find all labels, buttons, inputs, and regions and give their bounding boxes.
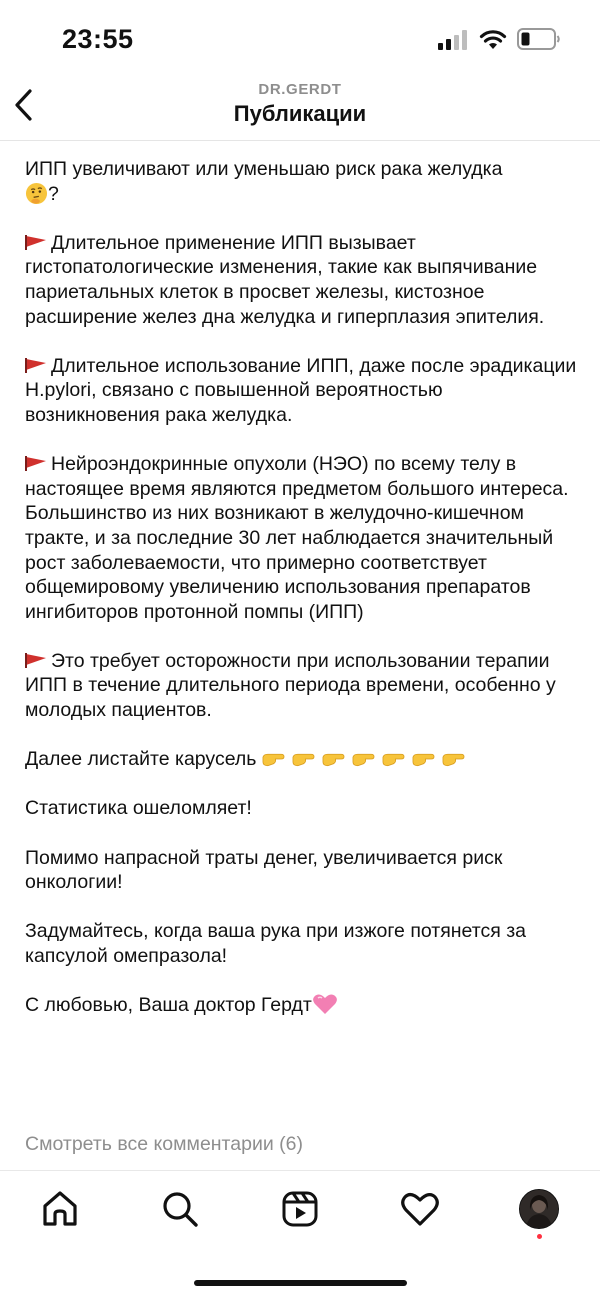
caption-text: ИПП увеличивают или уменьшаю риск рака желудка	[25, 158, 503, 180]
triangular-flag-icon	[25, 652, 47, 668]
triangular-flag-icon	[25, 455, 47, 471]
pointing-right-icon	[292, 750, 315, 768]
caption-text: Нейроэндокринные опухоли (НЭО) по всему телу в настоящее время являются предметом большого интереса. Большинство из них возникают в желудочно-кишечном тракте, и за последние 30 лет наблюдается значительный рост заболеваемости, что примерно соответствует общемировому увеличению использования препаратов ингибиторов протонной помпы (ИПП)	[25, 453, 569, 623]
caption-paragraph	[25, 649, 580, 723]
search-icon[interactable]	[160, 1189, 200, 1229]
caption-paragraph	[25, 993, 580, 1018]
triangular-flag-icon	[25, 234, 47, 250]
pointing-right-icon	[262, 750, 285, 768]
page-title: Публикации	[233, 101, 367, 126]
caption-paragraph	[25, 157, 580, 206]
caption-paragraph	[25, 231, 580, 329]
thinking-face-icon	[25, 182, 48, 205]
pointing-right-icon	[382, 750, 405, 768]
caption-text: Задумайтесь, когда ваша рука при изжоге потянется за капсулой омепразола!	[25, 920, 526, 967]
account-name: DR.GERDT	[258, 81, 342, 98]
home-icon[interactable]	[40, 1189, 80, 1229]
caption-paragraph	[25, 796, 580, 821]
caption-text: Длительное использование ИПП, даже после эрадикации H.pylori, связано с повышенной вероятностью возникновения рака желудка.	[25, 354, 577, 426]
avatar-image	[520, 1190, 558, 1228]
caption-text: Длительное применение ИПП вызывает гистопатологические изменения, такие как выпячивание париетальных клеток в просвет железы, кистозное расширение желез дна желудка и гиперплазия эпителия.	[25, 231, 545, 328]
pointing-right-icon	[442, 750, 465, 768]
caption-paragraph	[25, 846, 580, 895]
caption-text: Статистика ошеломляет!	[25, 797, 252, 820]
battery-icon	[517, 28, 561, 50]
wifi-icon	[479, 28, 507, 50]
pointing-right-icon	[352, 750, 375, 768]
caption-text: Далее листайте карусель	[25, 748, 257, 771]
caption-text: Помимо напрасной траты денег, увеличивается риск онкологии!	[25, 846, 503, 894]
caption-paragraph	[25, 354, 580, 428]
profile-avatar[interactable]	[519, 1189, 559, 1229]
caption-paragraph	[25, 747, 580, 772]
notification-dot	[537, 1234, 542, 1239]
caption-paragraph	[25, 919, 580, 968]
reels-icon[interactable]	[280, 1189, 320, 1229]
triangular-flag-icon	[25, 357, 47, 373]
pink-heart-icon	[312, 993, 338, 1015]
status-time: 23:55	[62, 24, 134, 54]
view-all-comments-link[interactable]: Смотреть все комментарии (6)	[25, 1133, 303, 1155]
pointing-right-icon	[412, 750, 435, 768]
home-indicator	[194, 1280, 407, 1286]
post-caption	[25, 157, 580, 1018]
heart-icon[interactable]	[400, 1189, 440, 1229]
caption-paragraph	[25, 452, 580, 624]
pointing-right-icon	[322, 750, 345, 768]
caption-text: ?	[48, 182, 59, 205]
caption-text: С любовью, Ваша доктор Гердт	[25, 994, 312, 1017]
bottom-nav	[0, 1170, 600, 1298]
signal-icon	[438, 30, 468, 50]
caption-text: Это требует осторожности при использовании терапии ИПП в течение длительного периода времени, особенно у молодых пациентов.	[25, 649, 556, 722]
page-header	[0, 78, 600, 141]
status-bar	[0, 0, 600, 80]
